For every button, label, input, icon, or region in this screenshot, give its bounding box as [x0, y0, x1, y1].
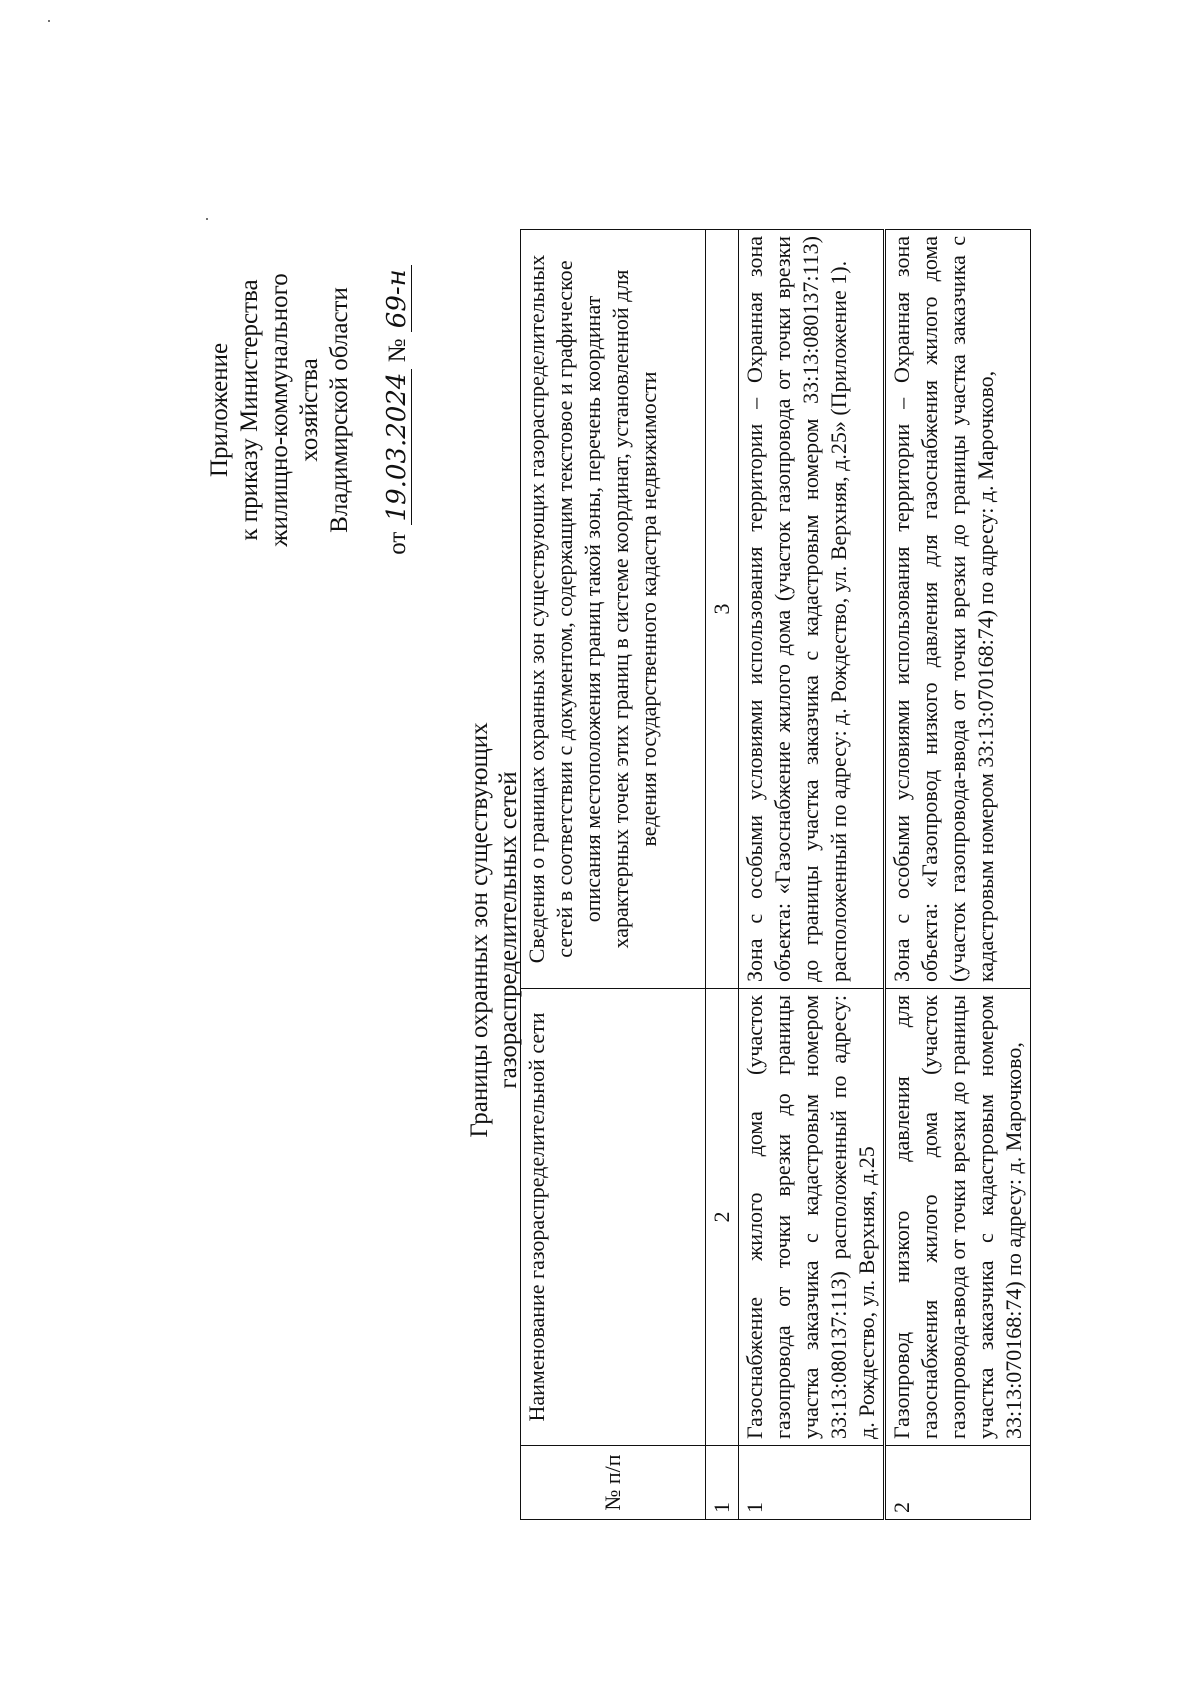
- table-row: [739, 230, 885, 1520]
- order-number-label: №: [384, 338, 411, 363]
- row-number: 1: [739, 1446, 885, 1520]
- order-prefix: от: [384, 531, 411, 555]
- order-date-number: [383, 220, 413, 600]
- order-date-handwritten: 19.03.2024: [383, 369, 412, 526]
- header-line-order-of: к приказу Министерства: [236, 279, 263, 541]
- order-number-handwritten: 69-н: [383, 265, 412, 332]
- title-line-2: газораспределительных сетей: [495, 771, 522, 1089]
- column-number-2: 2: [706, 989, 739, 1446]
- header-network-name: Наименование газораспределительной сети: [521, 989, 706, 1446]
- row-network-name: Газопровод низкого давления для газоснабжения жилого дома (участок газопровода-ввода от точки врезки до границы участка заказчика с кадастровым номером 33:13:070168:74) по адресу: д. Марочково,: [885, 989, 1031, 1446]
- column-number-3: 3: [706, 230, 739, 989]
- header-number: № п/п: [521, 1446, 706, 1520]
- title-line-1: Границы охранных зон существующих: [466, 722, 493, 1138]
- rotated-document-page: [60, 120, 1200, 1620]
- row-network-name: Газоснабжение жилого дома (участок газопровода от точки врезки до границы участка заказчика с кадастровым номером 33:13:080137:113) расположенный по адресу: д. Рождество, ул. Верхняя, д.25: [739, 989, 885, 1446]
- header-line-appendix: Приложение: [206, 342, 233, 478]
- document-title: [465, 240, 523, 1620]
- header-line-ministry: жилищно-коммунального хозяйства: [266, 273, 323, 547]
- column-number-1: 1: [706, 1446, 739, 1520]
- appendix-header: [205, 220, 413, 600]
- header-zone-info: Сведения о границах охранных зон существующих газораспределительных сетей в соответствии с документом, содержащим текстовое и графическое описания местоположения границ такой зоны, перечень координат характерных точек этих границ в системе координат, установленной для ведения государственного кадастра недвижимости: [521, 230, 706, 989]
- row-number: 2: [885, 1446, 1031, 1520]
- row-zone-info: Зона с особыми условиями использования территории – Охранная зона объекта: «Газопровод низкого давления для газоснабжения жилого дома (участок газопровода-ввода от точки врезки до границы участка заказчика с кадастровым номером 33:13:070168:74) по адресу: д. Марочково,: [885, 230, 1031, 989]
- row-zone-info: Зона с особыми условиями использования территории – Охранная зона объекта: «Газоснабжение жилого дома (участок газопровода от точки врезки до границы участка заказчика с кадастровым номером 33:13:080137:113) расположенный по адресу: д. Рождество, ул. Верхняя, д.25» (Приложение 1).: [739, 230, 885, 989]
- protection-zones-table: [520, 229, 1031, 1520]
- column-number-row: [706, 230, 739, 1520]
- scan-speck: [48, 20, 50, 22]
- table-header-row: [521, 230, 706, 1520]
- table-row: [885, 230, 1031, 1520]
- header-line-region: Владимирской области: [326, 287, 353, 533]
